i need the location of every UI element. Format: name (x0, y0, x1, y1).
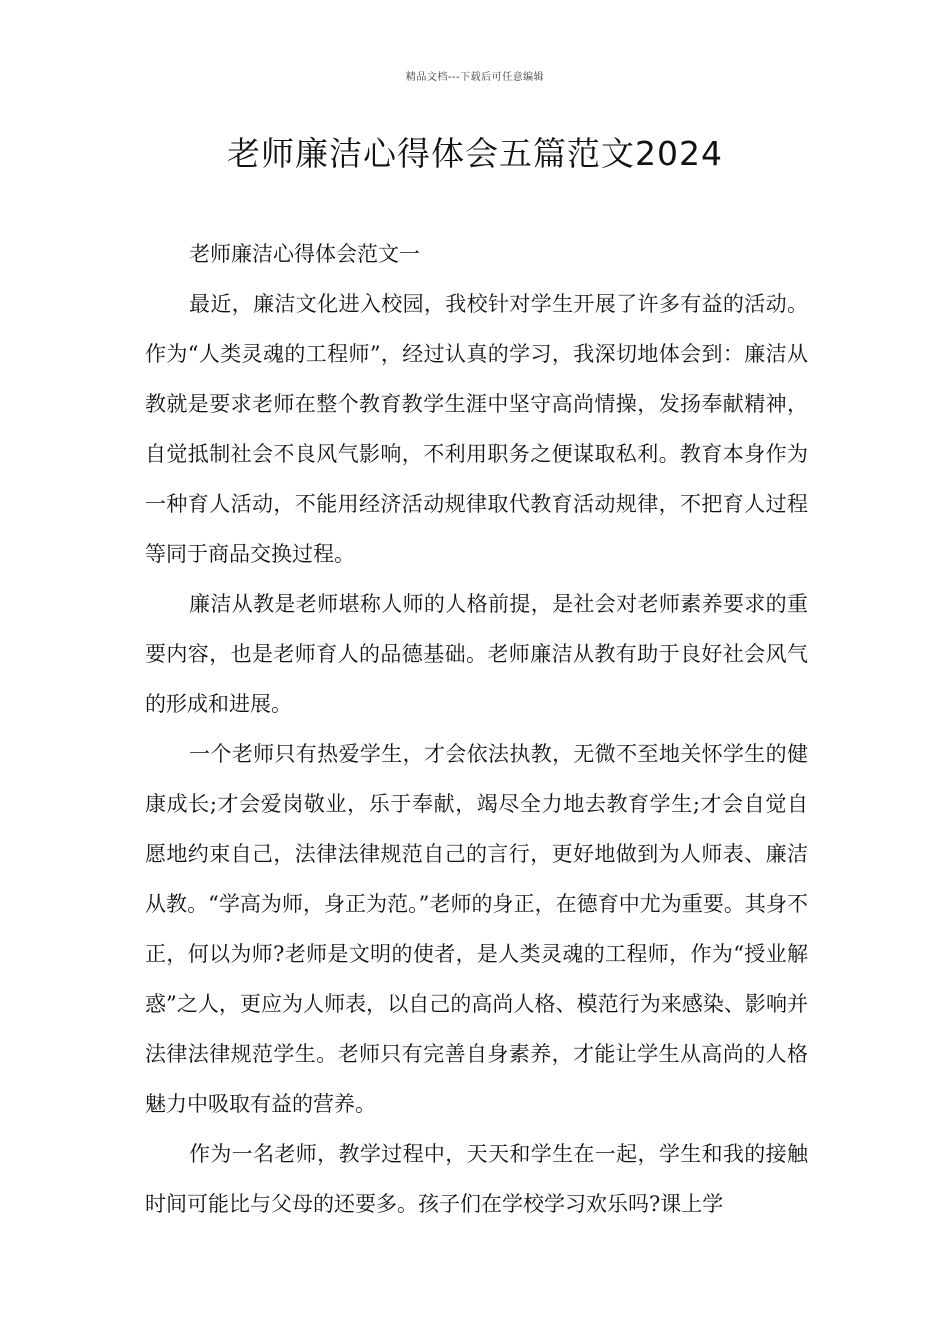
document-body (145, 229, 808, 1229)
header-note: 精品文档---下载后可任意编辑 (405, 72, 545, 83)
paragraph: 最近，廉洁文化进入校园，我校针对学生开展了许多有益的活动。作为“人类灵魂的工程师”，经过认真的学习，我深切地体会到：廉洁从教就是要求老师在整个教育教学生涯中坚守高尚情操，发扬奉献精神，自觉抵制社会不良风气影响，不利用职务之便谋取私利。教育本身作为一种育人活动，不能用经济活动规律取代教育活动规律，不把育人过程等同于商品交换过程。 (145, 292, 808, 566)
paragraph: 作为一名老师，教学过程中，天天和学生在一起，学生和我的接触时间可能比与父母的还要多。孩子们在学校学习欢乐吗?课上学 (145, 1142, 808, 1216)
paragraph: 廉洁从教是老师堪称人师的人格前提，是社会对老师素养要求的重要内容，也是老师育人的品德基础。老师廉洁从教有助于良好社会风气的形成和进展。 (145, 592, 808, 716)
page-title: 老师廉洁心得体会五篇范文2024 (227, 134, 723, 173)
paragraph: 一个老师只有热爱学生，才会依法执教，无微不至地关怀学生的健康成长;才会爱岗敬业，乐于奉献，竭尽全力地去教育学生;才会自觉自愿地约束自己，法律法律规范自己的言行，更好地做到为人师表、廉洁从教。“学高为师，身正为范。”老师的身正，在德育中尤为重要。其身不正，何以为师?老师是文明的使者，是人类灵魂的工程师，作为“授业解惑”之人，更应为人师表，以自己的高尚人格、模范行为来感染、影响并法律法律规范学生。老师只有完善自身素养，才能让学生从高尚的人格魅力中吸取有益的营养。 (145, 742, 808, 1116)
section-heading: 老师廉洁心得体会范文一 (189, 242, 420, 266)
